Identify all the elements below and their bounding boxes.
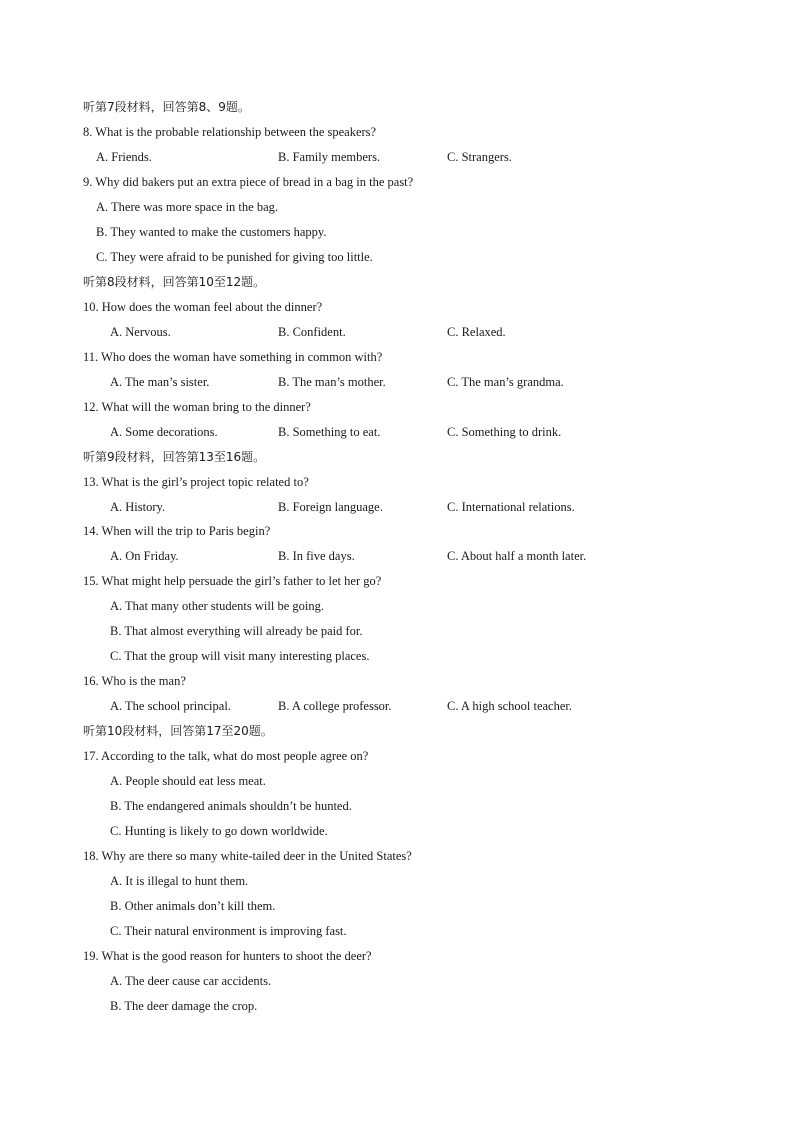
- answer-option: A. The deer cause car accidents.: [110, 973, 272, 988]
- answer-option: A. People should eat less meat.: [110, 774, 266, 789]
- answer-option: A. The school principal.: [110, 699, 231, 714]
- answer-option: B. Other animals don’t kill them.: [110, 899, 276, 914]
- answer-option: B. Something to eat.: [278, 424, 381, 439]
- question-stem: 10. How does the woman feel about the dinner?: [83, 299, 323, 314]
- answer-option: A. Friends.: [96, 149, 152, 164]
- answer-option: A. On Friday.: [110, 549, 179, 564]
- question-stem: 17. According to the talk, what do most people agree on?: [83, 749, 369, 764]
- answer-option: A. It is illegal to hunt them.: [110, 874, 249, 889]
- answer-option: B. A college professor.: [278, 699, 392, 714]
- answer-option: C. Hunting is likely to go down worldwide.: [110, 824, 328, 839]
- answer-option: A. There was more space in the bag.: [96, 199, 278, 214]
- answer-option: A. History.: [110, 499, 166, 514]
- answer-option: A. The man’s sister.: [110, 374, 210, 389]
- answer-option: C. Their natural environment is improving fast.: [110, 924, 347, 938]
- answer-option: A. Nervous.: [110, 324, 171, 339]
- answer-option: C. Strangers.: [447, 149, 512, 164]
- question-stem: 16. Who is the man?: [83, 674, 186, 689]
- question-stem: 11. Who does the woman have something in common with?: [83, 349, 383, 364]
- question-stem: 18. Why are there so many white-tailed deer in the United States?: [83, 849, 412, 864]
- question-stem: 15. What might help persuade the girl’s father to let her go?: [83, 574, 382, 589]
- answer-option: C. They were afraid to be punished for giving too little.: [96, 249, 373, 264]
- question-stem: 14. When will the trip to Paris begin?: [83, 524, 271, 539]
- section-heading: 听第10段材料，回答第17至20题。: [83, 724, 273, 739]
- answer-option: B. In five days.: [278, 549, 355, 564]
- question-stem: 12. What will the woman bring to the dinner?: [83, 399, 311, 414]
- answer-option: C. About half a month later.: [447, 549, 587, 564]
- answer-option: A. Some decorations.: [110, 424, 218, 439]
- answer-option: B. They wanted to make the customers happy.: [96, 224, 327, 239]
- answer-option: C. The man’s grandma.: [447, 374, 564, 389]
- answer-option: C. International relations.: [447, 499, 575, 514]
- answer-option: C. A high school teacher.: [447, 699, 572, 714]
- answer-option: C. That the group will visit many interesting places.: [110, 649, 370, 664]
- answer-option: A. That many other students will be going.: [110, 599, 324, 614]
- answer-option: C. Relaxed.: [447, 324, 506, 339]
- section-heading: 听第7段材料，回答第8、9题。: [83, 100, 250, 114]
- section-heading: 听第9段材料，回答第13至16题。: [83, 449, 266, 464]
- question-stem: 19. What is the good reason for hunters to shoot the deer?: [83, 948, 372, 963]
- question-stem: 8. What is the probable relationship between the speakers?: [83, 124, 377, 139]
- section-heading: 听第8段材料，回答第10至12题。: [83, 274, 266, 289]
- answer-option: B. Confident.: [278, 324, 346, 339]
- answer-option: B. The deer damage the crop.: [110, 998, 258, 1013]
- answer-option: B. The man’s mother.: [278, 374, 386, 389]
- answer-option: B. Family members.: [278, 149, 381, 164]
- answer-option: B. The endangered animals shouldn’t be hunted.: [110, 799, 352, 814]
- answer-option: C. Something to drink.: [447, 424, 562, 439]
- answer-option: B. Foreign language.: [278, 499, 383, 514]
- question-stem: 13. What is the girl’s project topic related to?: [83, 474, 309, 489]
- question-stem: 9. Why did bakers put an extra piece of bread in a bag in the past?: [83, 174, 414, 189]
- answer-option: B. That almost everything will already be paid for.: [110, 624, 363, 639]
